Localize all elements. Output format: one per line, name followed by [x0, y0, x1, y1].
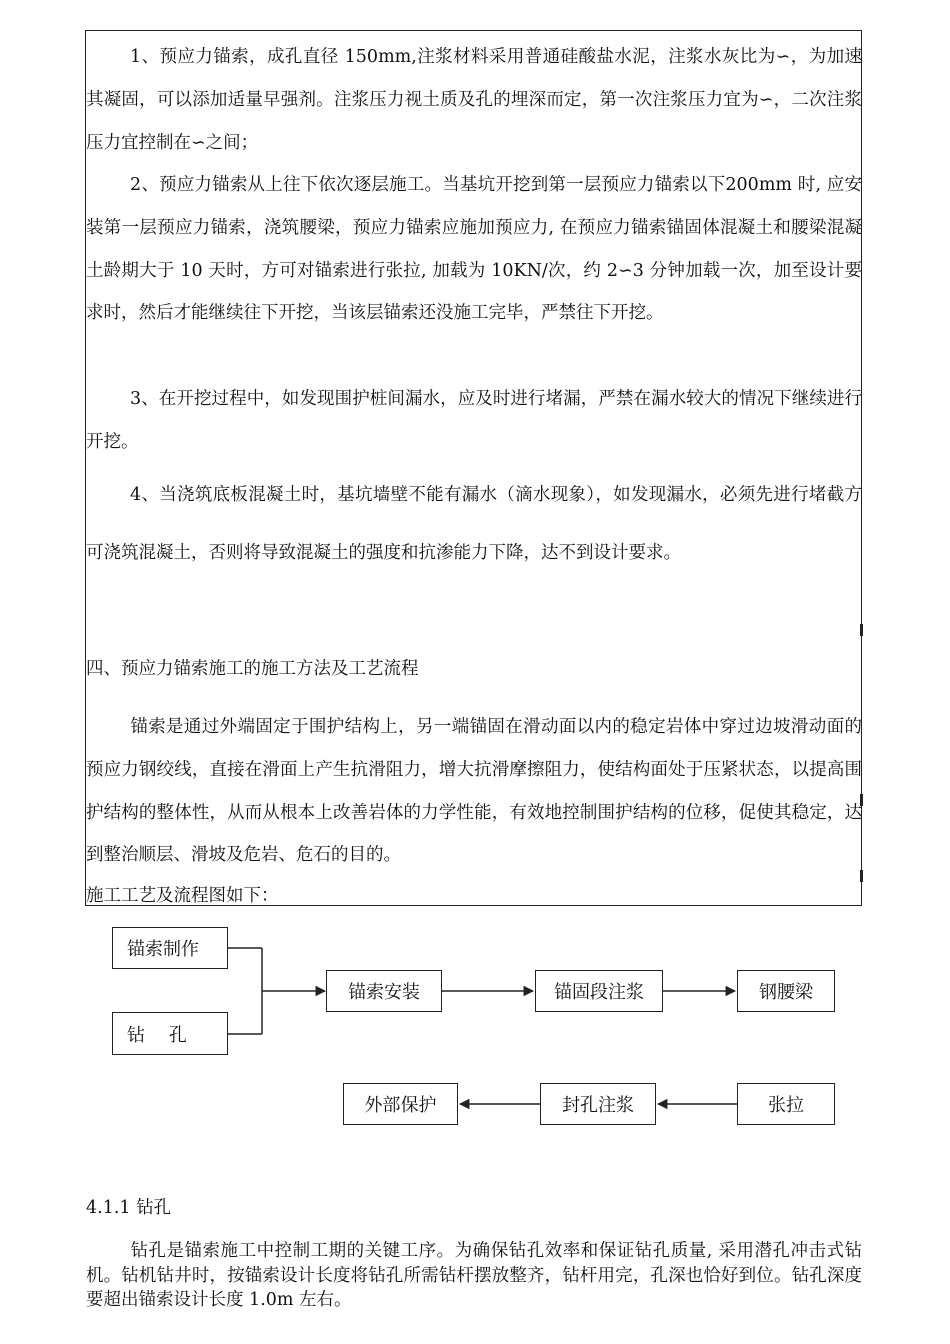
paragraph-2: 2、预应力锚索从上往下依次逐层施工。当基坑开挖到第一层预应力锚索以下200mm 时, 应安装第一层预应力锚索，浇筑腰梁，预应力锚索应施加预应力, 在预应力锚索锚固体混凝土和腰梁混凝土龄期大于 10 天时，方可对锚索进行张拉, 加载为 10KN/次，约 2∽3 分钟加载一次，加至设计要求时，然后才能继续往下开挖，当该层锚索还没施工完毕，严禁往下开挖。	[86, 175, 862, 324]
section-heading-4: 四、预应力锚索施工的施工方法及工艺流程	[86, 659, 419, 679]
paragraph-anchor-intro: 锚索是通过外端固定于围护结构上，另一端锚固在滑动面以内的稳定岩体中穿过边坡滑动面的预应力钢绞线，直接在滑面上产生抗滑阻力，增大抗滑摩擦阻力，使结构面处于压紧状态，以提高围护结构的整体性，从而从根本上改善岩体的力学性能，有效地控制围护结构的位移，促使其稳定，达到整治顺层、滑坡及危岩、危石的目的。	[86, 717, 862, 866]
flow-box-tension: 张拉	[737, 1083, 835, 1125]
flow-box-anchor-make: 锚索制作	[112, 927, 228, 969]
flow-box-drill: 钻 孔	[112, 1012, 228, 1055]
flow-box-seal-grout: 封孔注浆	[540, 1083, 656, 1125]
paragraph-3: 3、在开挖过程中，如发现围护桩间漏水，应及时进行堵漏，严禁在漏水较大的情况下继续进行开挖。	[86, 389, 862, 452]
section-heading-411: 4.1.1 钻孔	[86, 1198, 172, 1218]
flow-box-protect: 外部保护	[343, 1083, 458, 1125]
paragraph-4: 4、当浇筑底板混凝土时，基坑墙壁不能有漏水（滴水现象），如发现漏水，必须先进行堵截方可浇筑混凝土，否则将导致混凝土的强度和抗渗能力下降，达不到设计要求。	[86, 485, 862, 563]
section-411-body: 钻孔是锚索施工中控制工期的关键工序。为确保钻孔效率和保证钻孔质量, 采用潜孔冲击式钻机。钻机钻井时，按锚索设计长度将钻孔所需钻杆摆放整齐，钻杆用完，孔深也恰好到位。钻孔深度要超出锚索设计长度 1.0m 左右。	[86, 1241, 862, 1310]
flow-box-grout-anchor: 锚固段注浆	[535, 970, 663, 1012]
flow-box-steel-beam: 钢腰梁	[737, 970, 835, 1012]
flow-box-install: 锚索安装	[326, 970, 442, 1012]
flow-intro: 施工工艺及流程图如下：	[86, 886, 279, 906]
paragraph-1: 1、预应力锚索，成孔直径 150mm,注浆材料采用普通硅酸盐水泥，注浆水灰比为∽，为加速其凝固，可以添加适量早强剂。注浆压力视土质及孔的埋深而定，第一次注浆压力宜为∽，二次注浆压力宜控制在∽之间；	[86, 47, 862, 153]
